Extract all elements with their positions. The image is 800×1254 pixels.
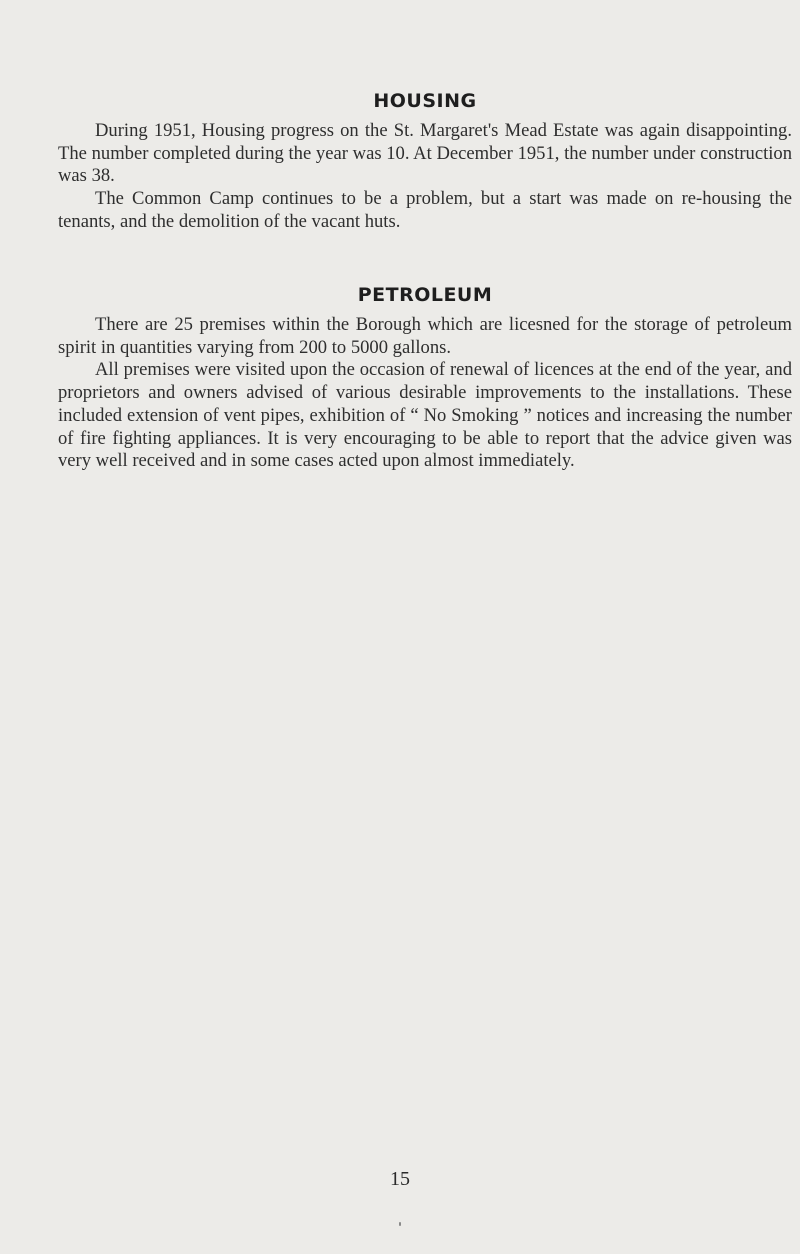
housing-paragraph-2: The Common Camp continues to be a problem, but a start was made on re-housing the tenants, and the demolition of the vacant huts.: [58, 188, 792, 232]
page-number: 15: [390, 1168, 410, 1190]
housing-section: [58, 90, 792, 234]
petroleum-paragraph-1: There are 25 premises within the Borough which are licesned for the storage of petroleum spirit in quantities varying from 200 to 5000 gallons.: [58, 314, 792, 358]
petroleum-heading: PETROLEUM: [357, 284, 493, 306]
scan-speck: [399, 1222, 401, 1226]
housing-paragraph-1: During 1951, Housing progress on the St. Margaret's Mead Estate was again disappointing. The number completed during the year was 10. At December 1951, the number under construction was 38.: [58, 120, 792, 187]
housing-heading: HOUSING: [373, 90, 477, 112]
petroleum-section: [58, 284, 792, 473]
petroleum-paragraph-2: All premises were visited upon the occasion of renewal of licences at the end of the year, and proprietors and owners advised of various desirable improvements to the installations. These included extension of vent pipes, exhibition of “ No Smoking ” notices and increasing the number of fire fighting appliances. It is very encouraging to be able to report that the advice given was very well received and in some cases acted upon almost immediately.: [58, 359, 792, 472]
